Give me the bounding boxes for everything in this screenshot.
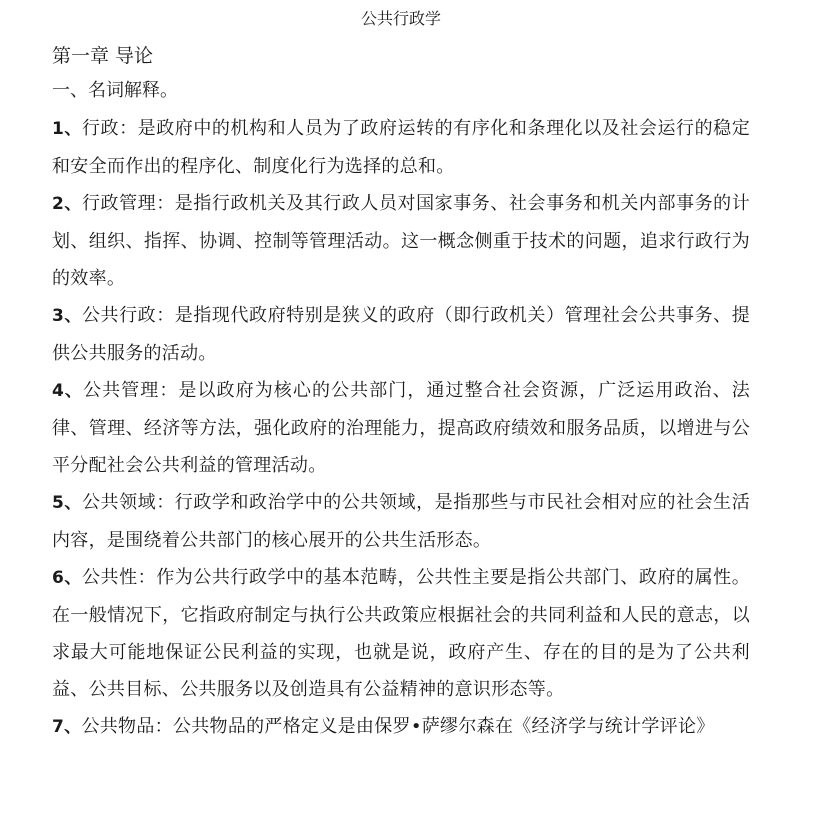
entry-text: 行政管理：是指行政机关及其行政人员对国家事务、社会事务和机关内部事务的计划、组织、指挥、协调、控制等管理活动。这一概念侧重于技术的问题，追求行政行为的效率。 [52, 193, 751, 289]
section-heading: 一、名词解释。 [52, 80, 178, 101]
definition-entry [52, 708, 750, 746]
entry-text: 公共管理：是以政府为核心的公共部门，通过整合社会资源，广泛运用政治、法律、管理、经济等方法，强化政府的治理能力，提高政府绩效和服务品质，以增进与公平分配社会公共利益的管理活动。 [52, 380, 750, 476]
entry-text: 公共领域：行政学和政治学中的公共领域，是指那些与市民社会相对应的社会生活内容，是围绕着公共部门的核心展开的公共生活形态。 [52, 492, 751, 551]
definition-entry [52, 185, 750, 297]
definition-entry [52, 484, 750, 559]
entry-text: 公共物品：公共物品的严格定义是由保罗•萨缪尔森在《经济学与统计学评论》 [81, 716, 715, 737]
entry-number: 5、 [52, 493, 82, 513]
definition-entry [52, 297, 750, 372]
entry-number: 1、 [52, 119, 82, 139]
definition-entry [52, 110, 750, 185]
chapter-heading: 第一章 导论 [52, 45, 154, 67]
entry-number: 7、 [52, 717, 82, 737]
definition-list [52, 110, 750, 746]
definition-entry [52, 372, 750, 484]
definition-entry [52, 559, 750, 708]
entry-number: 6、 [52, 568, 82, 588]
entry-number: 3、 [52, 306, 82, 326]
entry-text: 公共性：作为公共行政学中的基本范畴，公共性主要是指公共部门、政府的属性。在一般情况下，它指政府制定与执行公共政策应根据社会的共同利益和人民的意志，以求最大可能地保证公民利益的实现，也就是说，政府产生、存在的目的是为了公共利益、公共目标、公共服务以及创造具有公益精神的意识形态等。 [52, 567, 751, 700]
entry-number: 2、 [52, 194, 82, 214]
entry-text: 公共行政：是指现代政府特别是狭义的政府（即行政机关）管理社会公共事务、提供公共服务的活动。 [52, 305, 751, 364]
entry-number: 4、 [52, 381, 83, 401]
document-title: 公共行政学 [360, 9, 441, 28]
entry-text: 行政：是政府中的机构和人员为了政府运转的有序化和条理化以及社会运行的稳定和安全而作出的程序化、制度化行为选择的总和。 [52, 118, 751, 177]
